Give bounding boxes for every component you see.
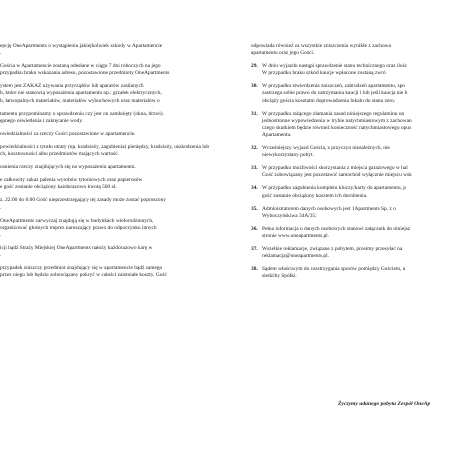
- left-paragraph: [0, 131, 218, 138]
- text-line: .: [0, 50, 2, 57]
- text-line: niewykorzystany pobyt.: [262, 152, 314, 159]
- text-line: odpowiada również za wszystkie zniszczenia wynikłe z zachowa: [251, 43, 391, 49]
- text-line: .: [0, 204, 2, 211]
- text-line: e gość zostanie obciążony każdorazowo kwotą 500 zł.: [0, 184, 117, 191]
- left-paragraph: [0, 63, 218, 77]
- item-number: 34.: [251, 185, 258, 192]
- left-column: [0, 43, 218, 285]
- text-line: ępnego oświetlenia i zakręcanie wody.: [0, 117, 84, 124]
- regulation-item: [251, 165, 450, 179]
- text-line: W przypadku braku szkód kaucje wpłacone zostaną zwró: [262, 70, 386, 77]
- item-number: 38.: [251, 266, 258, 273]
- text-line: stronie www.oneapartments.pl.: [262, 232, 330, 239]
- text-line: W dniu wyjazdu nastąpi sprawdzenie stanu technicznego oraz ilośc: [262, 63, 408, 70]
- right-column: [251, 43, 450, 286]
- closing-signature: Życzymy udanego pobytu Zespół OneAp: [338, 401, 431, 407]
- text-line: Administratorem danych osobowych jest 1Apartments Sp. z o: [262, 205, 396, 212]
- text-line: ch, kosztowności albo przedmiotów mających wartość.: [0, 151, 120, 158]
- item-number: 36.: [251, 225, 258, 232]
- regulation-item: [251, 185, 450, 199]
- text-line: obciąży gościa kosztami doprowadzenia lokalu do stanu zero.: [262, 97, 396, 104]
- regulation-item: [251, 145, 450, 159]
- regulation-item: [251, 206, 450, 220]
- text-line: gość zostanie obciążony kosztem ich dorobienia.: [262, 192, 368, 199]
- regulation-item: [251, 266, 450, 280]
- left-paragraph: [0, 218, 218, 239]
- text-line: Apartamentu.: [262, 131, 292, 138]
- text-line: W przypadku zagubienia kompletu kluczy/karty do apartamentu, p: [262, 185, 406, 192]
- regulation-item: [251, 111, 450, 139]
- text-line: W przypadku możliwości skorzystania z miejsca garażowego w hal: [262, 165, 408, 172]
- text-line: zastrzega sobie prawo do zatrzymania kaucji i lub jeśli kaucja nie b: [262, 90, 408, 97]
- left-paragraph: [0, 245, 218, 259]
- text-line: epcję OneApartments o wystąpieniu jakiejkolwiek szkody w Apartamencie: [0, 43, 163, 49]
- text-line: Wyboczyńskiwa 34A/35;: [262, 212, 317, 219]
- text-line: .: [0, 251, 2, 258]
- left-paragraph: [0, 43, 218, 57]
- item-number: 32.: [251, 145, 258, 152]
- item-number: 31.: [251, 110, 258, 117]
- left-paragraph: [0, 265, 218, 279]
- text-line: W przypadku stwierdzenia zniszczeń, zabrudzeń apartamentu, spo: [262, 83, 405, 90]
- text-line: powiedzialności z tytułu utraty (np. kradzieży, zagubienia) pieniędzy, kradzieży, uszkodzenia lub: [0, 143, 210, 150]
- regulation-item: [251, 246, 450, 260]
- text-line: Pełna informacja o danych osobowych stanowi załącznik do niniejsz: [262, 225, 411, 232]
- text-line: siedziby Spółki.: [262, 273, 297, 280]
- left-paragraph: [0, 83, 218, 104]
- text-line: h, które nie stanowią wyposażenia apartamentu np.: grzałek elektrycznych,: [0, 90, 162, 97]
- text-line: W przypadku rażącego złamania zasad niniejszego regulaminu un: [262, 110, 405, 117]
- text-line: ystem jest ZAKAZ używania przyrządów lub aparatów zasilanych: [0, 83, 144, 90]
- regulation-item: [251, 226, 450, 240]
- text-line: przypadku braku wskazania adresu, pozostawione przedmioty OneApartments: [0, 70, 170, 77]
- item-number: 35.: [251, 205, 258, 212]
- item-number: 29.: [251, 63, 258, 70]
- text-line: Wszelkie reklamacje, związane z pobytem, prosimy przesyłać na: [262, 245, 403, 252]
- text-line: organizować głośnych imprez naruszający prawo do odpoczynku innych: [0, 224, 157, 231]
- text-line: przez niego lub będzie zobowiązany pokryć w całości zaistniałe koszty. Gość: [0, 272, 167, 279]
- text-line: Gość zobowiązany jest pozostawić samochód wyłącznie miejscu wsk: [262, 172, 412, 179]
- text-line: tamentu przypominamy o sprawdzeniu czy jest on zamknięty (okna, drzwi).: [0, 110, 164, 117]
- item-number: 33.: [251, 165, 258, 172]
- text-line: owiedzialności za rzeczy Gości pozostawione w apartamencie.: [0, 130, 136, 137]
- text-line: Wcześniejszy wyjazd Gościa, z przyczyn niezależnych, nie: [262, 145, 390, 152]
- left-paragraph: [0, 177, 218, 191]
- regulation-item: [251, 43, 450, 57]
- item-number: 37.: [251, 245, 258, 252]
- text-line: OneApartments zarwyczaj znajdują się w budynkach wielorodzinnych,: [0, 217, 154, 224]
- text-line: osnienia rzeczy znajdujących się na wyposażeniu apartamentu.: [0, 164, 136, 171]
- regulation-item: [251, 83, 450, 104]
- regulation-item: [251, 63, 450, 77]
- left-paragraph: [0, 111, 218, 125]
- text-line: e całkowity zakaz palenia wyrobów tytoniowych oraz papierosów: [0, 177, 143, 184]
- text-line: przypadek zniszczy przedmiot znajdujący się w apartamencie bądź samego: [0, 265, 163, 272]
- text-line: apartamentu oraz jego Gości.: [251, 50, 315, 57]
- left-paragraph: [0, 164, 218, 171]
- text-line: h, łatwopalnych materiałów, materiałów wybuchowych oraz materiałów o: [0, 97, 160, 104]
- left-paragraph: [0, 144, 218, 158]
- text-line: Gościa w Apartamencie zostaną odesłane w ciągu 7 dni roboczych na jego: [0, 63, 161, 70]
- text-line: reklamacja@oneapartments.pl.: [262, 253, 329, 260]
- text-line: icji bądź Straży Miejskiej OneApartments nałoży każdorazowo karę w: [0, 244, 153, 251]
- text-line: jednostronne wypowiedzenia w trybie natychmiastowym z zachowan: [262, 117, 412, 124]
- text-line: z. 22:00 do 6:00 Gość nieprzestrzegający tej zasady może zostać poproszony: [0, 197, 167, 204]
- text-line: Sądem właściwym do rozstrzygania sporów pomiędzy Gościem, a: [262, 266, 406, 273]
- left-paragraph: [0, 197, 218, 211]
- text-line: czego skutkiem będzie również konieczność natychmiastowego opus: [262, 124, 412, 131]
- text-line: .: [0, 231, 2, 238]
- item-number: 30.: [251, 83, 258, 90]
